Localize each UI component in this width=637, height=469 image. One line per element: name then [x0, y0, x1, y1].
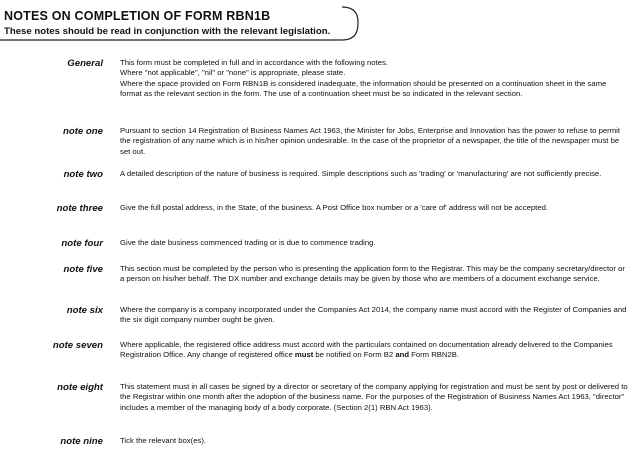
- note-line: Where the company is a company incorporated under the Companies Act 2014, the company name must accord with the Register of Companies and the six digit company number ought be given.: [120, 305, 627, 325]
- note-label: General: [67, 58, 103, 69]
- note-label: note eight: [57, 382, 103, 393]
- note-text: [120, 203, 630, 213]
- note-text: [120, 436, 630, 446]
- page-title: NOTES ON COMPLETION OF FORM RBN1B: [4, 9, 271, 23]
- note-line: A detailed description of the nature of business is required. Simple descriptions such as 'trading' or 'manufacturing' are not sufficiently precise.: [120, 169, 602, 178]
- note-line: Give the full postal address, in the State, of the business. A Post Office box number or a 'care of' address will not be accepted.: [120, 203, 548, 212]
- note-label: note five: [63, 264, 103, 275]
- note-label: note six: [66, 305, 103, 316]
- note-label: note seven: [52, 340, 103, 351]
- note-label: note four: [61, 238, 103, 249]
- note-text-segment: Where applicable, the registered office address must accord with the particulars contained on documentation already delivered to the Companies Registration Office. Any change of registered office: [120, 340, 613, 360]
- note-line: Tick the relevant box(es).: [120, 436, 207, 445]
- emphasis-must: must: [294, 350, 314, 360]
- note-line: This section must be completed by the person who is presenting the application form to the Registrar. This may be the company secretary/director or a person on his/her behalf. The DX number and exchange details may be given by those who are members of a document exchange service.: [120, 264, 625, 284]
- note-label: note one: [63, 126, 103, 137]
- note-text: [120, 126, 630, 157]
- note-line: [120, 340, 630, 361]
- note-line: Where "not applicable", "nil" or "none" is appropriate, please state.: [120, 68, 346, 78]
- page-subtitle: These notes should be read in conjunction with the relevant legislation.: [4, 26, 331, 37]
- note-text-segment: be notified on Form B2: [313, 350, 396, 360]
- note-label: note two: [63, 169, 103, 180]
- note-text-segment: Form RBN2B.: [409, 350, 459, 360]
- note-line: This form must be completed in full and in accordance with the following notes.: [120, 58, 388, 67]
- note-text: [120, 340, 630, 361]
- note-text: [120, 169, 630, 179]
- note-text: [120, 382, 630, 413]
- note-label: note nine: [60, 436, 103, 447]
- note-line: This statement must in all cases be signed by a director or secretary of the company applying for registration and must be sent by post or delivered to the Registrar within one month after the adoption of the business name. For the purposes of the Registration of Business Names Act 1963, "director" includes a member of the managing body of a body corporate. (Section 2(1) RBN Act 1963).: [120, 382, 628, 412]
- emphasis-and: and: [395, 350, 410, 360]
- note-line: Where the space provided on Form RBN1B is considered inadequate, the information should be presented on a continuation sheet in the same format as the relevant section in the form. The use of a continuation sheet must be so indicated in the relevant section.: [120, 78, 607, 99]
- note-label: note three: [56, 203, 103, 214]
- note-line: Give the date business commenced trading or is due to commence trading.: [120, 238, 376, 247]
- note-line: Pursuant to section 14 Registration of Business Names Act 1963, the Minister for Jobs, Enterprise and Innovation has the power to refuse to permit the registration of any name which is in his/her opinion undesirable. In the case of the proprietor of a newspaper, the title of the newspaper must be set out.: [120, 126, 620, 156]
- header-box: [0, 6, 360, 40]
- note-text: [120, 264, 630, 285]
- note-text: [120, 305, 630, 326]
- note-text: [120, 238, 630, 248]
- note-text: [120, 58, 630, 100]
